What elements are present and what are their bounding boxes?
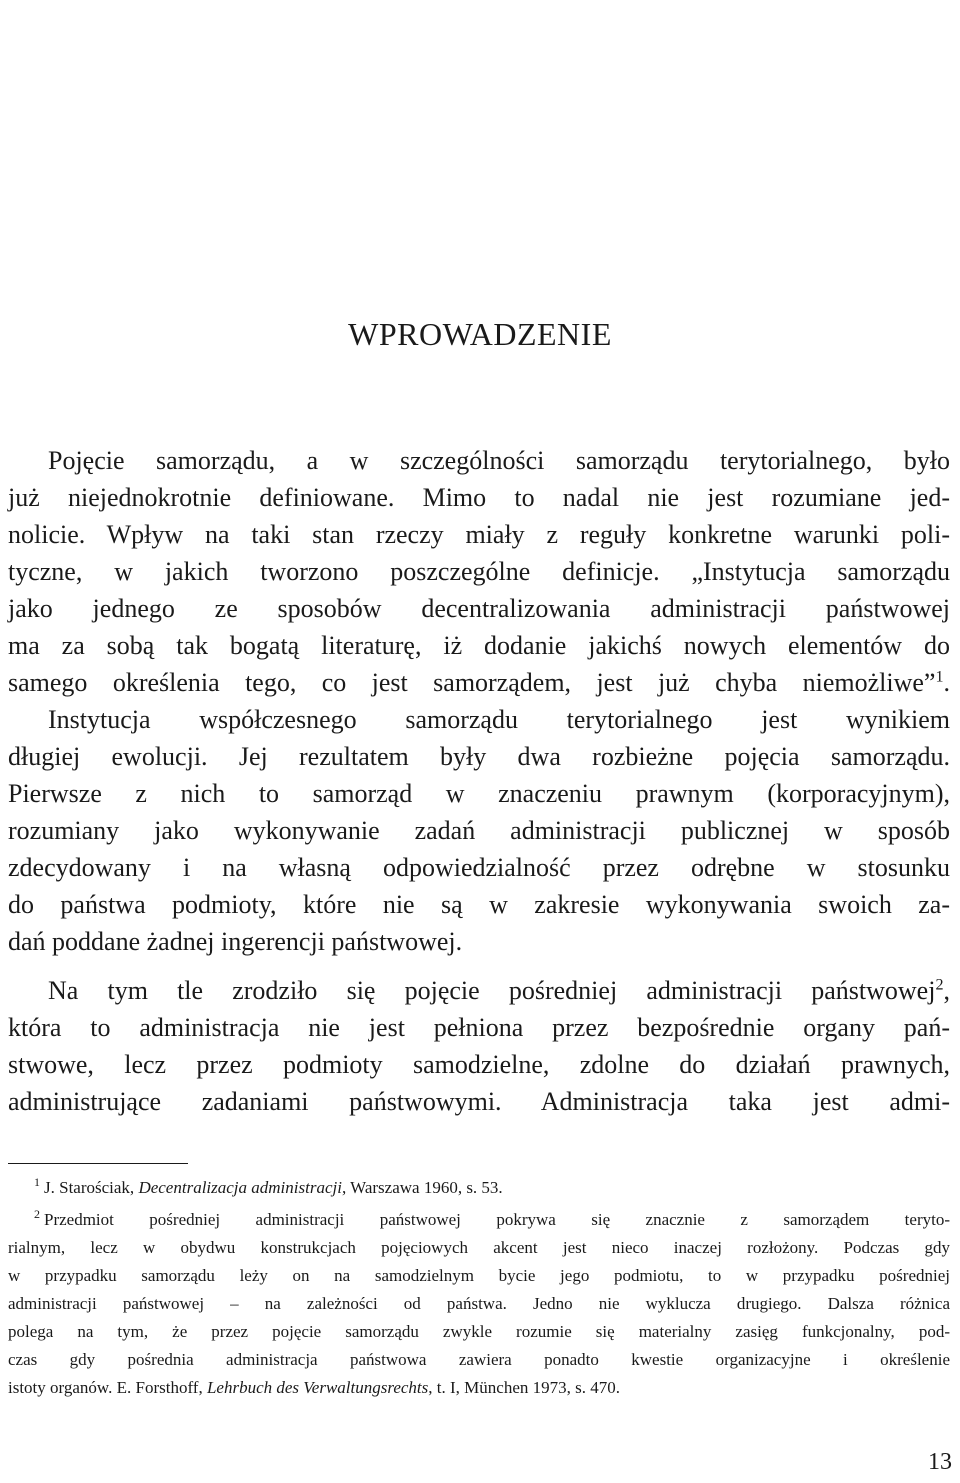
body-line: rozumiany jako wykonywanie zadań administracji publicznej w sposób	[8, 816, 950, 845]
body-line-text: Na tym tle zrodziło się pojęcie pośredniej administracji państwowej	[48, 976, 936, 1005]
body-line: do państwa podmioty, które nie są w zakresie wykonywania swoich za-	[8, 890, 950, 919]
body-line-text: samego określenia tego, co jest samorządem, jest już chyba niemożliwe”	[8, 668, 936, 697]
body-line: ma za sobą tak bogatą literaturę, iż dodanie jakichś nowych elementów do	[8, 631, 950, 660]
body-line: zdecydowany i na własną odpowiedzialność przez odrębne w stosunku	[8, 853, 950, 882]
footnote-2-line: administracji państwowej – na zależności od państwa. Jedno nie wyklucza drugiego. Dalsza różnica	[8, 1294, 950, 1313]
body-line: stwowe, lecz przez podmioty samodzielne, zdolne do działań prawnych,	[8, 1050, 950, 1079]
footnote-2-line: polega na tym, że przez pojęcie samorządu zwykle rozumie się materialny zasięg funkcjonalny, pod-	[8, 1322, 950, 1341]
body-line: Pojęcie samorządu, a w szczególności samorządu terytorialnego, było	[48, 446, 950, 475]
footnote-2-text: Przedmiot pośredniej administracji państwowej pokrywa się znacznie z samorządem teryto-	[44, 1210, 950, 1229]
footnote-1-rest: , Warszawa 1960, s. 53.	[341, 1178, 503, 1197]
footnote-ref-1-punct: .	[943, 668, 950, 697]
footnote-1	[34, 1174, 950, 1202]
footnote-2-rest: , t. I, München 1973, s. 470.	[428, 1378, 620, 1397]
body-line: która to administracja nie jest pełniona przez bezpośrednie organy pań-	[8, 1013, 950, 1042]
chapter-heading: WPROWADZENIE	[348, 316, 612, 352]
body-line: tyczne, w jakich tworzono poszczególne definicje. „Instytucja samorządu	[8, 557, 950, 586]
body-line: jako jednego ze sposobów decentralizowania administracji państwowej	[8, 594, 950, 623]
footnote-2-line: czas gdy pośrednia administracja państwowa zawiera ponadto kwestie organizacyjne i określenie	[8, 1350, 950, 1369]
body-line: administrujące zadaniami państwowymi. Administracja taka jest admi-	[8, 1087, 950, 1116]
footnote-2-text: istoty organów. E. Forsthoff,	[8, 1378, 207, 1397]
page-number: 13	[928, 1449, 952, 1475]
body-line: Pierwsze z nich to samorząd w znaczeniu prawnym (korporacyjnym),	[8, 779, 950, 808]
footnote-2-line	[34, 1206, 950, 1234]
footnote-ref-2-punct: ,	[943, 976, 950, 1005]
body-line	[8, 664, 950, 701]
footnote-1-title: Decentralizacja administracji	[138, 1178, 342, 1197]
footnote-2-mark: 2	[34, 1207, 40, 1222]
body-line: długiej ewolucji. Jej rezultatem były dwa rozbieżne pojęcia samorządu.	[8, 742, 950, 771]
footnote-1-mark: 1	[34, 1175, 40, 1190]
footnote-2-line: rialnym, lecz w obydwu konstrukcjach pojęciowych akcent jest nieco inaczej rozłożony. Podczas gdy	[8, 1238, 950, 1257]
body-line: nolicie. Wpływ na taki stan rzeczy miały z reguły konkretne warunki poli-	[8, 520, 950, 549]
body-line: już niejednokrotnie definiowane. Mimo to nadal nie jest rozumiane jed-	[8, 483, 950, 512]
footnote-separator	[8, 1163, 188, 1164]
footnote-ref-2: 2	[935, 976, 944, 994]
footnote-2-title: Lehrbuch des Verwaltungsrechts	[206, 1378, 429, 1397]
body-line: Instytucja współczesnego samorządu terytorialnego jest wynikiem	[48, 705, 950, 734]
footnote-2-line	[8, 1374, 950, 1402]
footnote-1-author: J. Starościak,	[44, 1178, 139, 1197]
body-line: dań poddane żadnej ingerencji państwowej.	[8, 927, 463, 956]
body-line	[48, 972, 950, 1009]
footnote-ref-1: 1	[935, 668, 944, 686]
footnote-2-line: w przypadku samorządu leży on na samodzielnym bycie jego podmiotu, to w przypadku pośredniej	[8, 1266, 950, 1285]
